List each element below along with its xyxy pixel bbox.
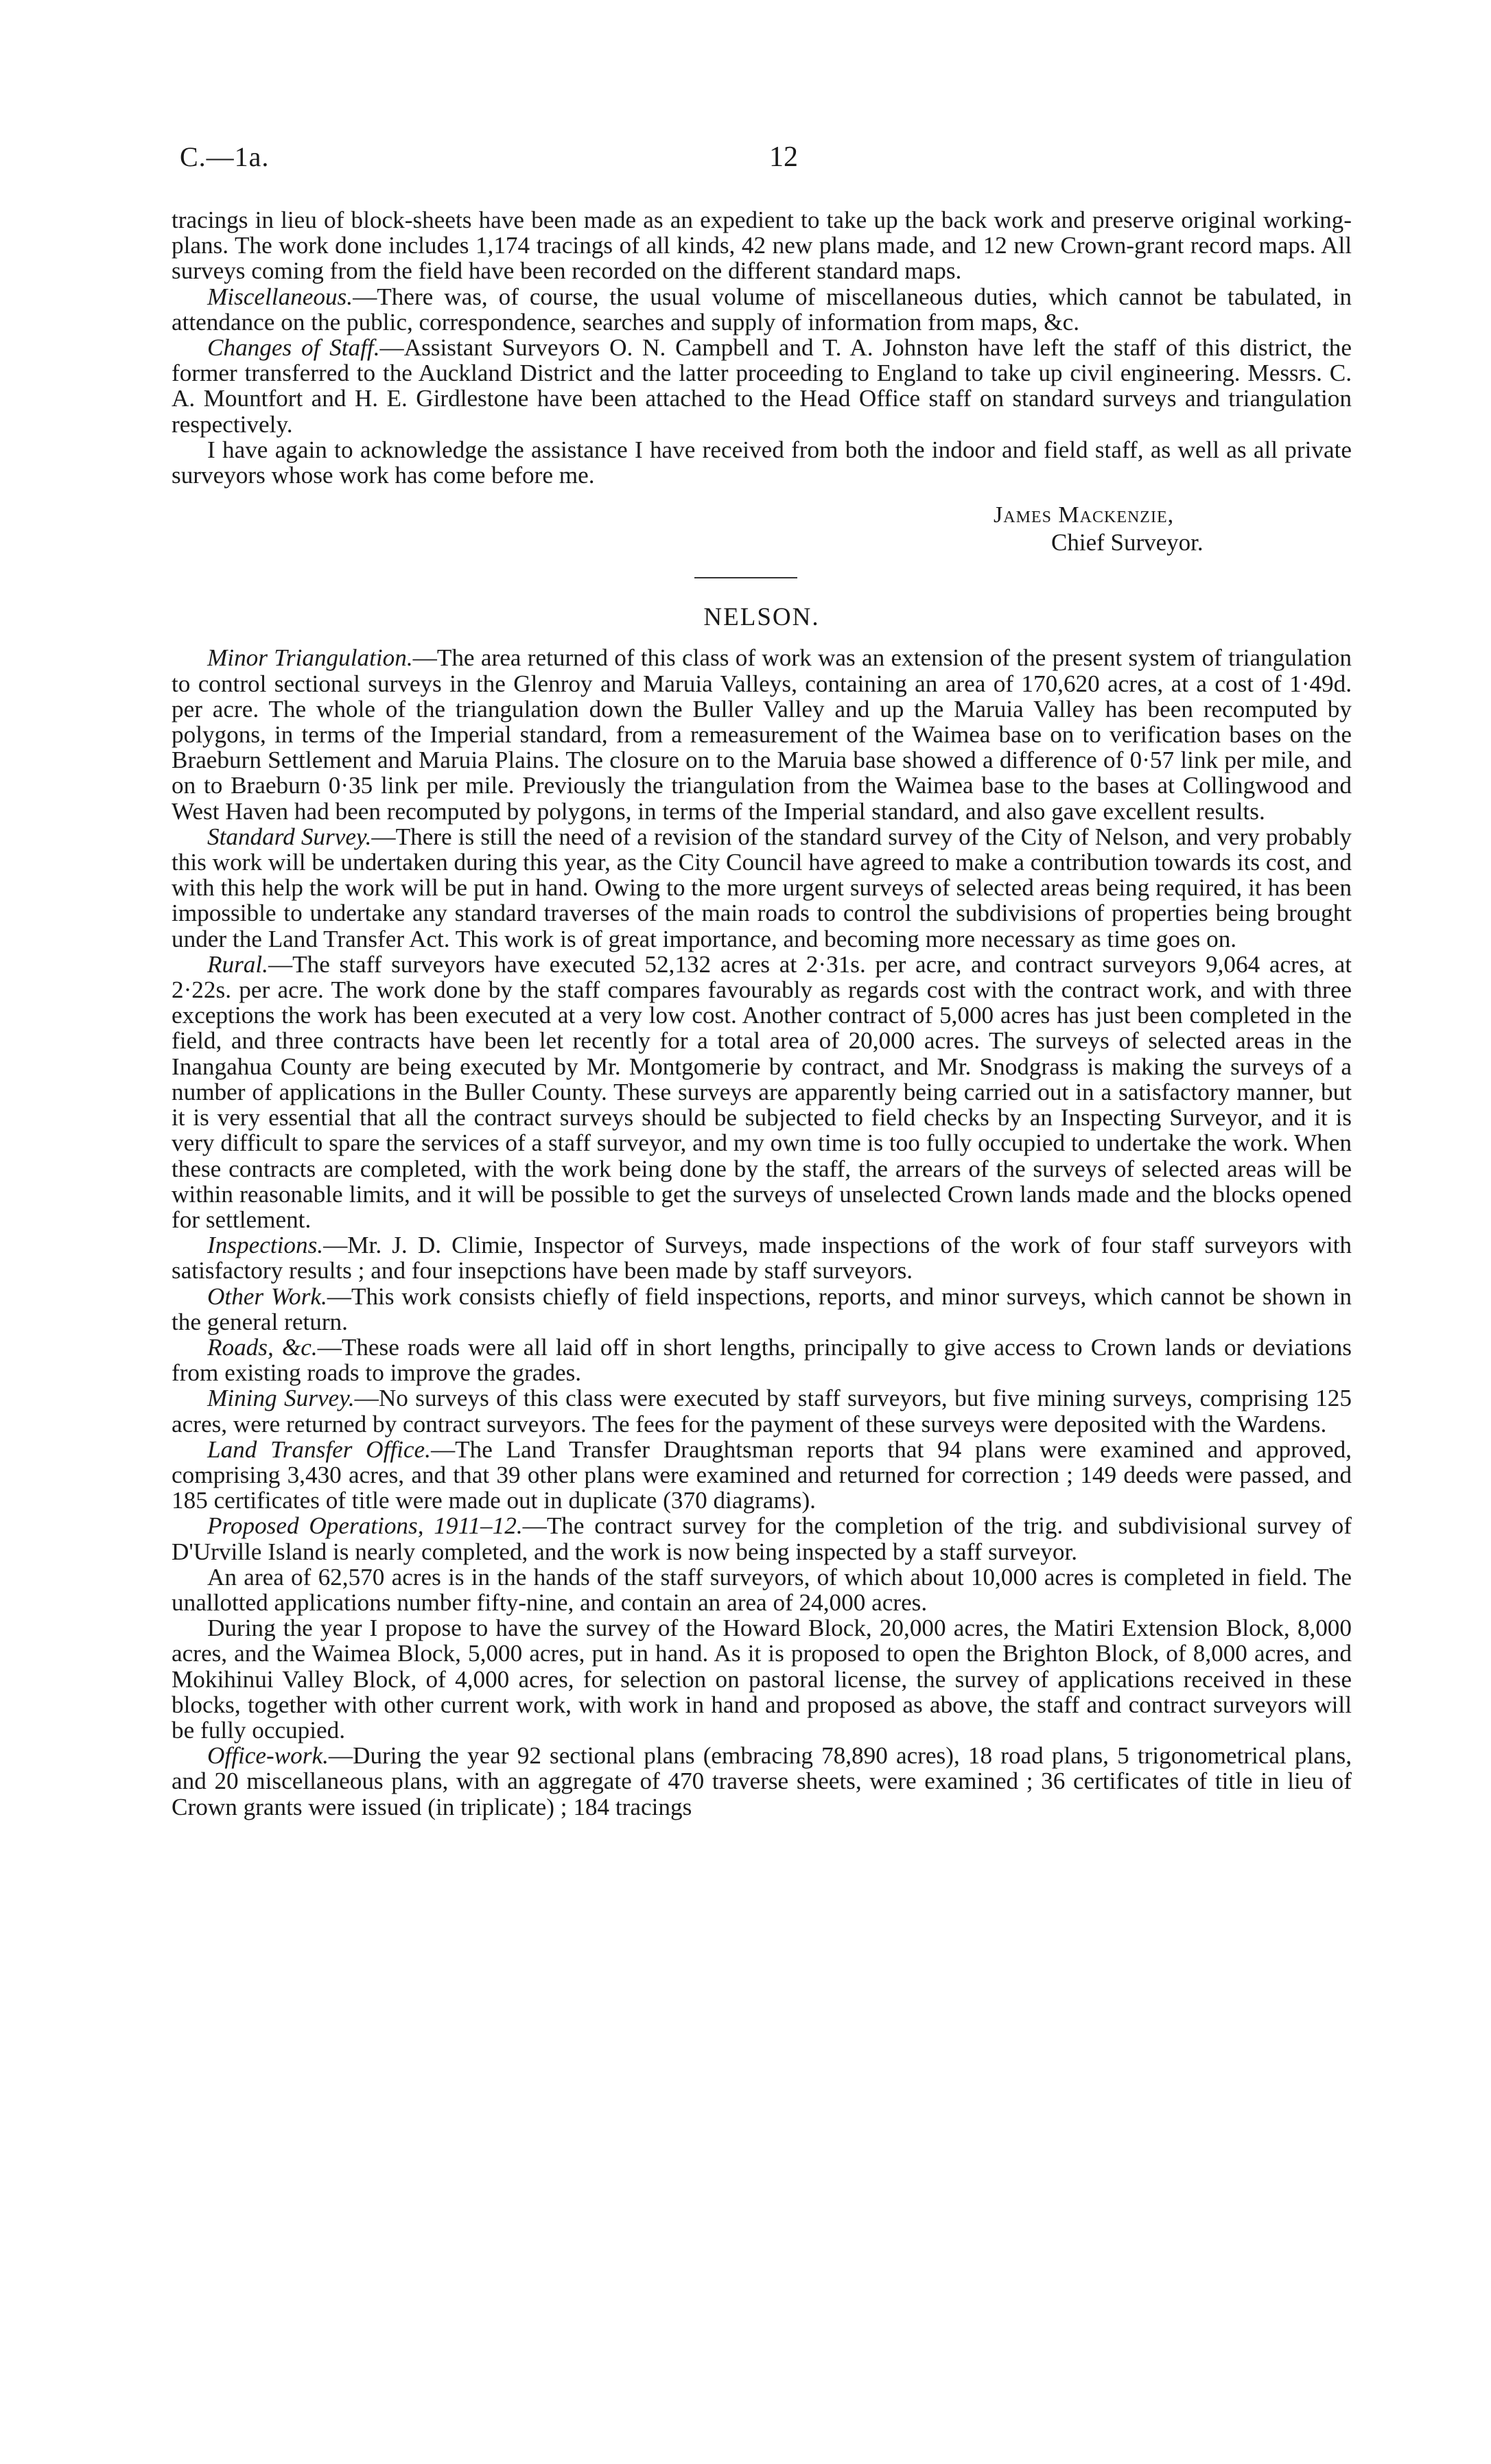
paragraph-text: —No surveys of this class were executed by staff surveyors, but five mining surveys, comprising 125 acres, were returned by contract surveyors. The fees for the payment of these surveys were deposited with the Wardens. bbox=[172, 1385, 1352, 1438]
paragraph-text: —These roads were all laid off in short lengths, principally to give access to Crown lands or deviations from existing roads to improve the grades. bbox=[172, 1333, 1352, 1387]
section-paragraph bbox=[172, 1232, 1352, 1283]
paragraph-text: During the year I propose to have the survey of the Howard Block, 20,000 acres, the Matiri Extension Block, 8,000 acres, and the Waimea Block, 5,000 acres, put in hand. As it is proposed to open the Brighton Block, of 8,000 acres, and Mokihinui Valley Block, of 4,000 acres, for selection on pastoral license, the survey of applications received in these blocks, together with other current work, with work in hand and proposed as above, the staff and contract surveyors will be fully occupied. bbox=[172, 1615, 1352, 1744]
section-title: NELSON. bbox=[703, 603, 820, 632]
section-paragraph bbox=[172, 824, 1352, 952]
paragraph-text: —There is still the need of a revision of the standard survey of the City of Nelson, and very probably this work will be undertaken during this year, as the City Council have agreed to make a contribution towards its cost, and with this help the work will be put in hand. Owing to the more urgent surveys of selected areas being required, it has been impossible to undertake any standard traverses of the main roads to control the subdivisions of properties being brought under the Land Transfer Act. This work is of great importance, and becoming more necessary as time goes on. bbox=[172, 823, 1352, 952]
section-paragraph bbox=[172, 1743, 1352, 1820]
paragraph-heading: Miscellaneous. bbox=[207, 283, 353, 310]
paragraph-text: —The Land Transfer Draughtsman reports that 94 plans were examined and approved, comprising 3,430 acres, and that 39 other plans were examined and returned for correction ; 149 deeds were passed, and 185 certificates of title were made out in duplicate (370 diagrams). bbox=[172, 1435, 1352, 1514]
section-paragraph bbox=[172, 1385, 1352, 1436]
section-paragraph bbox=[172, 1437, 1352, 1514]
signatory-title: Chief Surveyor. bbox=[1051, 529, 1204, 556]
section-paragraph bbox=[172, 645, 1352, 823]
section-paragraph bbox=[172, 1564, 1352, 1615]
paragraph-heading: Mining Survey. bbox=[207, 1385, 355, 1412]
paragraph-text: —The staff surveyors have executed 52,132 acres at 2·31s. per acre, and contract surveyors 9,064 acres, at 2·22s. per acre. The work done by the staff compares favourably as regards cost with the contract work, and with three exceptions the work has been executed at a very low cost. Another contract of 5,000 acres has just been completed in the field, and three contracts have been let recently for a total area of 20,000 acres. The surveys of selected areas in the Inangahua County are being executed by Mr. Montgomerie by contract, and Mr. Snodgrass is making the surveys of a number of applications in the Buller County. These surveys are apparently being carried out in a satisfactory manner, but it is very essential that all the contract surveys should be subjected to field checks by an Inspecting Surveyor, and it is very difficult to spare the services of a staff surveyor, and my own time is too fully occupied to undertake the work. When these contracts are completed, with the work being done by the staff, the arrears of the surveys of selected areas will be within reasonable limits, and it will be possible to get the surveys of unselected Crown lands made and the blocks opened for settlement. bbox=[172, 950, 1352, 1233]
section-paragraph bbox=[172, 1615, 1352, 1743]
document-body bbox=[172, 207, 1352, 1820]
paragraph-heading: Changes of Staff. bbox=[207, 334, 380, 362]
miscellaneous-paragraph bbox=[172, 284, 1352, 335]
paragraph-text: An area of 62,570 acres is in the hands of the staff surveyors, of which about 10,000 acres is completed in field. The unallotted applications number fifty-nine, and contain an area of 24,000 acres. bbox=[172, 1563, 1352, 1616]
paragraph-text: —During the year 92 sectional plans (embracing 78,890 acres), 18 road plans, 5 trigonometrical plans, and 20 miscellaneous plans, with an aggregate of 470 traverse sheets, were examined ; 36 certificates of title in lieu of Crown grants were issued (in triplicate) ; 184 tracings bbox=[172, 1742, 1352, 1820]
paragraph-heading: Minor Triangulation. bbox=[207, 644, 413, 672]
section-paragraph bbox=[172, 1513, 1352, 1564]
section-paragraph bbox=[172, 1335, 1352, 1385]
document-reference: C.—1a. bbox=[180, 141, 270, 172]
section-paragraph bbox=[172, 952, 1352, 1232]
paragraph-heading: Land Transfer Office. bbox=[207, 1435, 431, 1463]
paragraph-heading: Rural. bbox=[207, 950, 268, 978]
paragraph-text: —There was, of course, the usual volume of miscellaneous duties, which cannot be tabulated, in attendance on the public, correspondence, searches and supply of information from maps, &c. bbox=[172, 283, 1352, 336]
paragraph-heading: Inspections. bbox=[207, 1232, 324, 1259]
section-paragraph bbox=[172, 1284, 1352, 1335]
paragraph-heading: Standard Survey. bbox=[207, 823, 372, 850]
changes-of-staff-paragraph bbox=[172, 335, 1352, 437]
continuation-paragraph: tracings in lieu of block-sheets have been made as an expedient to take up the back work and preserve original working-plans. The work done includes 1,174 tracings of all kinds, 42 new plans made, and 12 new Crown-grant record maps. All surveys coming from the field have been recorded on the different standard maps. bbox=[172, 207, 1352, 285]
acknowledgement-paragraph: I have again to acknowledge the assistance I have received from both the indoor and field staff, as well as all private surveyors whose work has come before me. bbox=[172, 436, 1352, 489]
paragraph-text: —Assistant Surveyors O. N. Campbell and T. A. Johnston have left the staff of this district, the former transferred to the Auckland District and the latter proceeding to England to take up civil engineering. Messrs. C. A. Mountfort and H. E. Girdlestone have been attached to the Head Office staff on standard surveys and triangulation respectively. bbox=[172, 334, 1352, 438]
paragraph-text: —Mr. J. D. Climie, Inspector of Surveys, made inspections of the work of four staff surveyors with satisfactory results ; and four insepctions have been made by staff surveyors. bbox=[172, 1232, 1352, 1284]
page-number: 12 bbox=[769, 141, 798, 173]
paragraph-text: —This work consists chiefly of field inspections, reports, and minor surveys, which cannot be shown in the general return. bbox=[172, 1282, 1352, 1335]
section-divider bbox=[694, 577, 797, 578]
section-paragraphs bbox=[172, 645, 1352, 1819]
paragraph-heading: Roads, &c. bbox=[207, 1333, 318, 1361]
paragraph-text: —The contract survey for the completion of the trig. and subdivisional survey of D'Urville Island is nearly completed, and the work is now being inspected by a staff surveyor. bbox=[172, 1512, 1352, 1565]
signatory-name: James Mackenzie, bbox=[994, 502, 1175, 528]
paragraph-heading: Office-work. bbox=[207, 1742, 329, 1770]
paragraph-text: —The area returned of this class of work was an extension of the present system of triangulation to control sectional surveys in the Glenroy and Maruia Valleys, containing an area of 170,620 acres, at a cost of 1·49d. per acre. The whole of the triangulation down the Buller Valley and up the Maruia Valley has been recomputed by polygons, in terms of the Imperial standard, from a remeasurement of the Waimea base on to verification bases on the Braeburn Settlement and Maruia Plains. The closure on to the Maruia base showed a difference of 0·57 link per mile, and on to Braeburn 0·35 link per mile. Previously the triangulation from the Waimea base to the bases at Collingwood and West Haven had been recomputed by polygons, in terms of the Imperial standard, and also gave excellent results. bbox=[172, 644, 1352, 825]
signature-block bbox=[172, 502, 1352, 556]
page-header bbox=[180, 141, 1387, 182]
paragraph-heading: Other Work. bbox=[207, 1282, 327, 1310]
paragraph-heading: Proposed Operations, 1911–12. bbox=[207, 1512, 523, 1540]
